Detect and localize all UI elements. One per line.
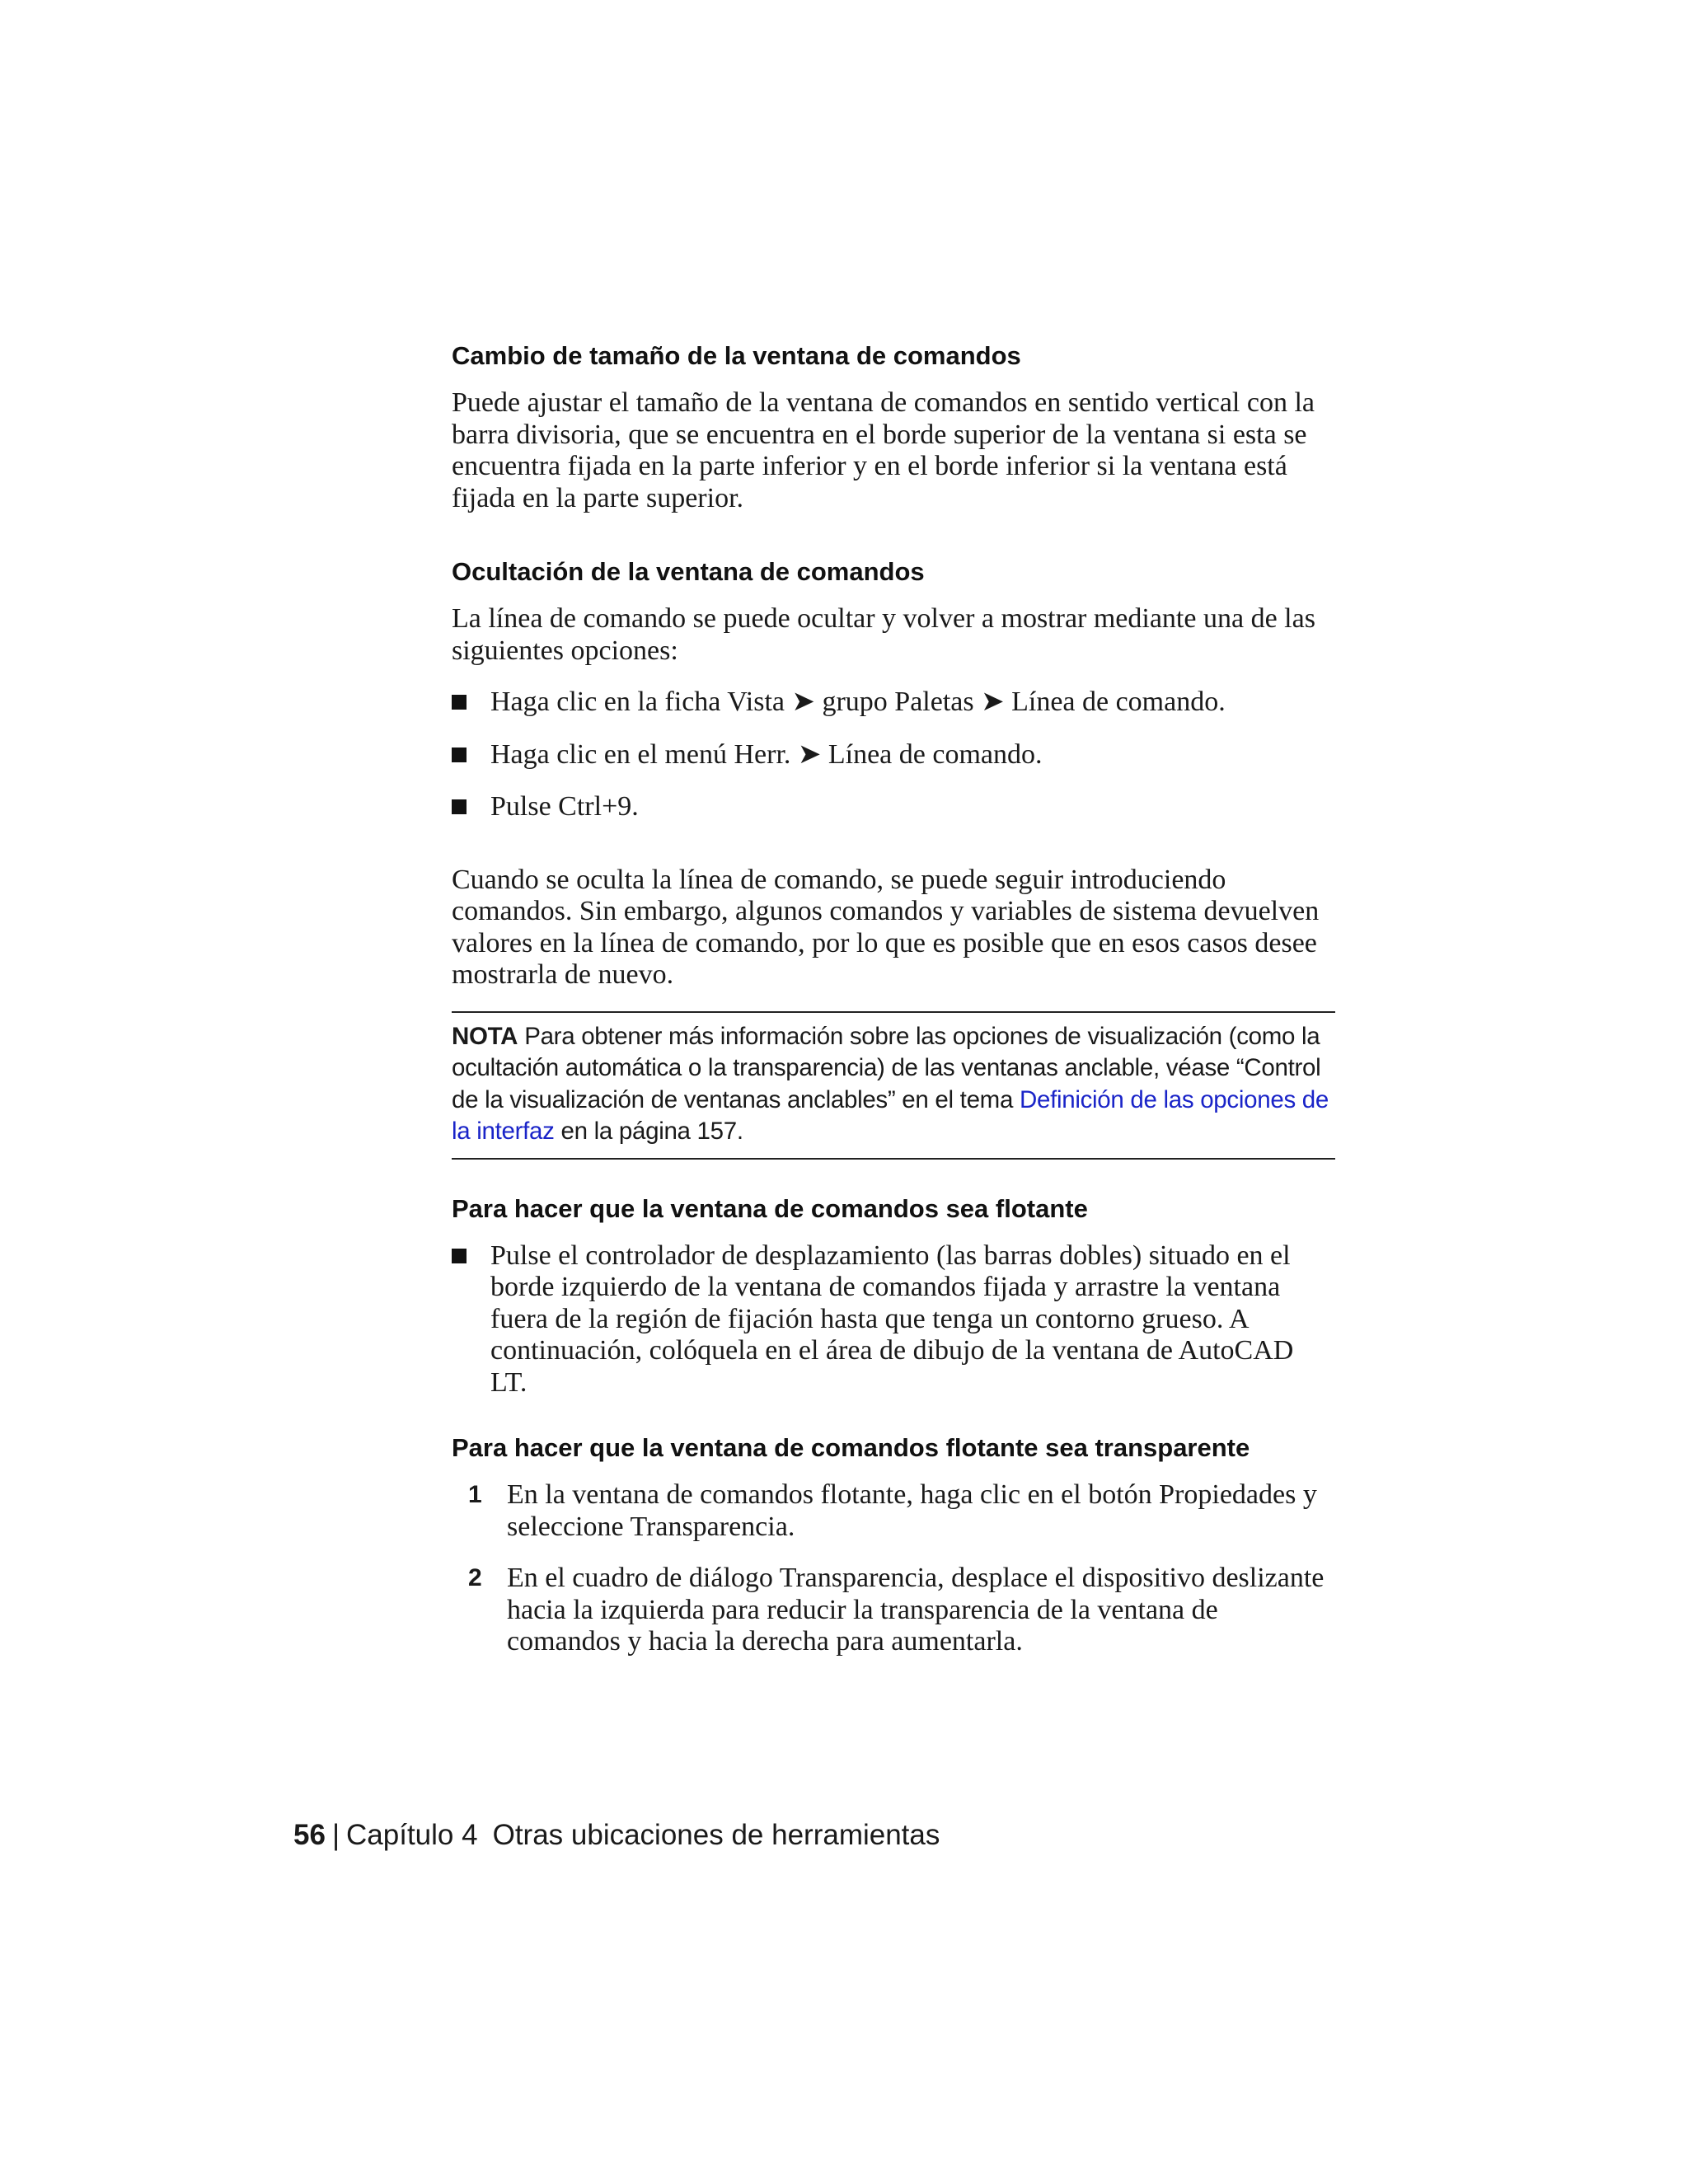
floating-list (452, 1240, 1335, 1399)
hide-options-list (452, 687, 1335, 823)
chapter-label: Capítulo 4 (346, 1819, 478, 1851)
transparent-steps (452, 1479, 1335, 1658)
footer-separator: | (331, 1819, 340, 1851)
square-bullet-icon (452, 799, 467, 814)
interface-options-link[interactable]: Definición de las opciones de la interfaz (452, 1085, 1329, 1145)
page-content (452, 340, 1335, 1678)
page-footer (293, 1819, 940, 1852)
page-number: 56 (293, 1819, 326, 1851)
square-bullet-icon (452, 748, 467, 762)
list-item: Haga clic en el menú Herr. ➤ Línea de comando. (452, 739, 1335, 771)
section-heading-hide: Ocultación de la ventana de comandos (452, 557, 925, 586)
section-body-resize: Puede ajustar el tamaño de la ventana de comandos en sentido vertical con la barra divisoria, que se encuentra en el borde superior de la ventana si esta se encuentra fijada en la parte inferior y en el borde inferior si la ventana está fijada en la parte superior. (452, 387, 1315, 513)
section-body-hide: Cuando se oculta la línea de comando, se puede seguir introduciendo comandos. Sin embargo, algunos comandos y variables de sistema devuelven valores en la línea de comando, por lo que es posible que en esos casos desee mostrarla de nuevo. (452, 864, 1320, 990)
section-intro-hide: La línea de comando se puede ocultar y volver a mostrar mediante una de las siguientes opciones: (452, 603, 1315, 666)
list-item: Haga clic en la ficha Vista ➤ grupo Paletas ➤ Línea de comando. (452, 687, 1335, 719)
step-item: 1 En la ventana de comandos flotante, haga clic en el botón Propiedades y seleccione Transparencia. (468, 1479, 1317, 1542)
section-heading-transparent: Para hacer que la ventana de comandos flotante sea transparente (452, 1433, 1250, 1462)
section-heading-resize: Cambio de tamaño de la ventana de comandos (452, 341, 1021, 370)
square-bullet-icon (452, 695, 467, 710)
section-heading-floating: Para hacer que la ventana de comandos sea flotante (452, 1193, 1088, 1223)
list-item: Pulse Ctrl+9. (452, 791, 1335, 823)
list-item: Pulse el controlador de desplazamiento (las barras dobles) situado en el borde izquierdo de la ventana de comandos fijada y arrastre la ventana fuera de la región de fijación hasta que tenga un contorno grueso. A continuación, colóquela en el área de dibujo de la ventana de AutoCAD LT. (452, 1240, 1335, 1399)
chapter-title: Otras ubicaciones de herramientas (492, 1819, 940, 1851)
step-item: 2 En el cuadro de diálogo Transparencia, desplace el dispositivo deslizante hacia la izquierda para reducir la transparencia de la ventana de comandos y hacia la derecha para aumentarla. (468, 1563, 1325, 1657)
note-label: NOTA (452, 1022, 518, 1050)
step-number: 1 (468, 1481, 482, 1508)
step-number: 2 (468, 1564, 482, 1591)
note-box (452, 1011, 1335, 1160)
square-bullet-icon (452, 1249, 467, 1263)
note-text: NOTA Para obtener más información sobre las opciones de visualización (como la ocultación automática o la transparencia) de las ventanas anclable, véase “Control de la visualización de ventanas anclables” en el tema Definición de las opciones de la interfaz en la página 157. (452, 1022, 1329, 1145)
